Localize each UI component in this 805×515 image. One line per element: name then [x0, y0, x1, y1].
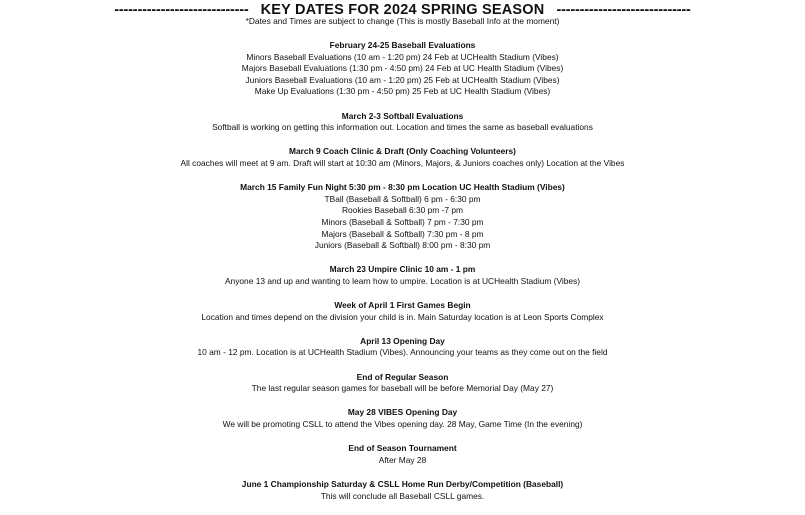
left-dashes-divider: -----------------------------	[114, 2, 249, 18]
event-section	[0, 111, 805, 134]
event-title: June 1 Championship Saturday & CSLL Home Run Derby/Competition (Baseball)	[241, 478, 564, 489]
event-title: March 2-3 Softball Evaluations	[341, 110, 464, 121]
event-title: End of Regular Season	[356, 371, 449, 382]
event-detail-line: Minors Baseball Evaluations (10 am - 1:20 pm) 24 Feb at UCHealth Stadium (Vibes)	[246, 51, 559, 62]
event-detail-line: This will conclude all Baseball CSLL games.	[320, 490, 485, 501]
event-detail-line: Softball is working on getting this information out. Location and times the same as baseball evaluations	[212, 122, 593, 133]
event-section	[0, 40, 805, 98]
event-title: March 15 Family Fun Night 5:30 pm - 8:30 pm Location UC Health Stadium (Vibes)	[240, 182, 565, 193]
event-detail-line: Location and times depend on the division your child is in. Main Saturday location is at Leon Sports Complex	[201, 311, 604, 322]
event-section	[0, 479, 805, 502]
event-detail-line: Minors (Baseball & Softball) 7 pm - 7:30 pm	[321, 216, 484, 227]
event-detail-line: Juniors Baseball Evaluations (10 am - 1:20 pm) 25 Feb at UCHealth Stadium (Vibes)	[245, 74, 560, 85]
page-title: KEY DATES FOR 2024 SPRING SEASON	[260, 2, 545, 18]
key-dates-list	[0, 40, 805, 515]
right-dashes-divider: -----------------------------	[556, 2, 691, 18]
event-title: April 13 Opening Day	[360, 335, 445, 346]
event-title: March 9 Coach Clinic & Draft (Only Coaching Volunteers)	[289, 146, 516, 157]
event-detail-line: All coaches will meet at 9 am. Draft will start at 10:30 am (Minors, Majors, & Juniors coaches only) Location at the Vibes	[180, 157, 625, 168]
event-title: May 28 VIBES Opening Day	[347, 407, 458, 418]
event-detail-line: After May 28	[378, 454, 427, 465]
event-detail-line: Juniors (Baseball & Softball) 8:00 pm - 8:30 pm	[314, 240, 491, 251]
event-title: End of Season Tournament	[348, 443, 457, 454]
event-detail-line: Make Up Evaluations (1:30 pm - 4:50 pm) 25 Feb at UC Health Stadium (Vibes)	[254, 86, 551, 97]
event-section	[0, 182, 805, 252]
event-section	[0, 443, 805, 466]
event-title: Week of April 1 First Games Begin	[334, 300, 471, 311]
event-title: March 23 Umpire Clinic 10 am - 1 pm	[329, 264, 476, 275]
event-detail-line: Rookies Baseball 6:30 pm -7 pm	[341, 205, 464, 216]
event-detail-line: Majors (Baseball & Softball) 7:30 pm - 8 pm	[321, 228, 484, 239]
event-detail-line: Majors Baseball Evaluations (1:30 pm - 4:50 pm) 24 Feb at UC Health Stadium (Vibes)	[241, 63, 564, 74]
disclaimer-note: *Dates and Times are subject to change (This is mostly Baseball Info at the moment)	[245, 16, 560, 26]
event-section	[0, 264, 805, 287]
event-detail-line: We will be promoting CSLL to attend the Vibes opening day. 28 May, Game Time (In the evening)	[222, 419, 583, 429]
event-detail-line: 10 am - 12 pm. Location is at UCHealth Stadium (Vibes). Announcing your teams as they come out on the field	[197, 347, 608, 358]
event-section	[0, 407, 805, 430]
event-detail-line: TBall (Baseball & Softball) 6 pm - 6:30 pm	[324, 193, 481, 204]
event-section	[0, 336, 805, 359]
event-section	[0, 300, 805, 323]
event-section	[0, 372, 805, 395]
event-section	[0, 146, 805, 169]
event-detail-line: Anyone 13 and up and wanting to learn how to umpire. Location is at UCHealth Stadium (Vibes)	[224, 275, 581, 286]
event-detail-line: The last regular season games for baseball will be before Memorial Day (May 27)	[251, 383, 554, 394]
event-title: February 24-25 Baseball Evaluations	[329, 40, 476, 50]
